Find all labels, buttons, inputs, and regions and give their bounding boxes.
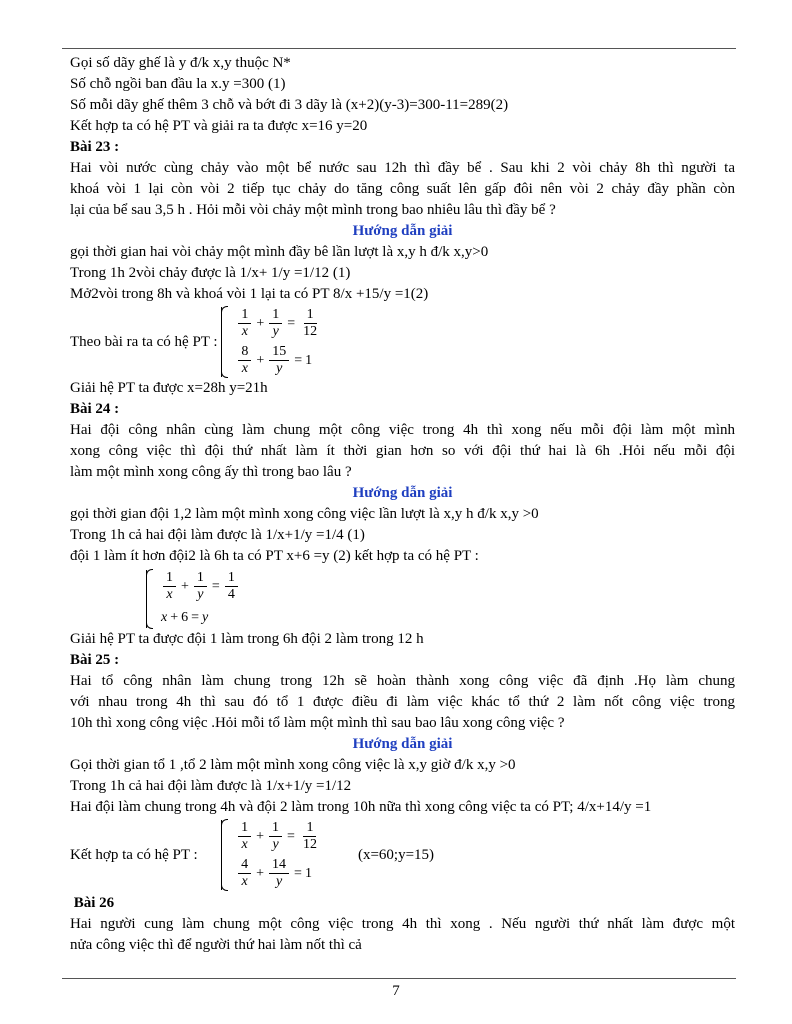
problem-title-25: Bài 25 : [70,652,120,668]
brace [146,570,157,628]
problem-title-23: Bài 23 : [70,139,120,155]
equation: x + 6 = y [161,610,209,625]
solution-line: Hai đội làm chung trong 4h và đội 2 làm trong 10h nữa thì xong công việc ta có PT; 4/x+14/y =1 [70,799,652,815]
problem-text: xong công việc thì đội thứ nhất làm ít thời gian hơn so với đội thứ hai là 6h .Hỏi nếu mỗi đội [70,443,735,459]
solution-heading: Hướng dẫn giải [352,736,453,752]
system-label: Theo bài ra ta có hệ PT : [70,333,222,350]
solution-line: gọi thời gian đội 1,2 làm một mình xong công việc lần lượt là x,y h đ/k x,y >0 [70,506,539,522]
problem-text: lại của bể sau 3,5 h . Hỏi mỗi vòi chảy một mình trong bao nhiêu lâu thì đầy bể ? [70,202,556,218]
system-brace-group [221,307,322,377]
equation-system-24 [146,570,735,628]
footer-rule [62,978,736,979]
system-answer: (x=60;y=15) [357,846,435,863]
equation-system-25 [70,820,735,890]
problem-text: nửa công việc thì để người thứ hai làm nốt thì cả [70,937,362,953]
solution-heading: Hướng dẫn giải [352,223,453,239]
equation-system-23 [70,307,735,377]
text-line: Gọi số dãy ghế là y đ/k x,y thuộc N* [70,55,291,71]
problem-text: Hai tổ công nhân làm chung trong 12h sẽ hoàn thành xong công việc đã định .Họ làm chung [70,673,735,689]
problem-text: Hai đội công nhân cùng làm chung một công việc trong 4h thì xong nếu mỗi đội làm một mình [70,422,735,438]
solution-line: đội 1 làm ít hơn đội2 là 6h ta có PT x+6 =y (2) kết hợp ta có hệ PT : [70,548,479,564]
problem-text: Hai người cung làm chung một công việc trong 4h thì xong . Nếu người thứ nhất làm được một [70,916,735,932]
page-content [70,53,735,956]
equation: $\frac{4}{x}$ + $\frac{14}{y}$ = 1 [236,857,322,890]
system-brace-group [221,820,322,890]
brace [221,820,232,890]
text-line: Số chỗ ngồi ban đầu la x.y =300 (1) [70,76,286,92]
equation: $\frac{1}{x}$ + $\frac{1}{y}$ = $\frac{1}{12}$ [236,820,322,853]
problem-text: với nhau trong 4h thì sau đó tổ 1 được điều đi làm việc khác tổ thứ 2 làm nốt công việc trong [70,694,735,710]
solution-line: gọi thời gian hai vòi chảy một mình đầy bê lần lượt là x,y h đ/k x,y>0 [70,244,489,260]
result-line: Giải hệ PT ta được x=28h y=21h [70,380,268,396]
solution-line: Trong 1h cả hai đội làm được là 1/x+1/y =1/4 (1) [70,527,365,543]
solution-heading: Hướng dẫn giải [352,485,453,501]
page-number: 7 [392,983,400,999]
problem-text: khoá vòi 1 lại còn vòi 2 tiếp tục chảy do tăng công suất lên gấp đôi nên vòi 2 chảy đầy phần còn [70,181,735,197]
problem-title-24: Bài 24 : [70,401,120,417]
equation: $\frac{1}{x}$ + $\frac{1}{y}$ = $\frac{1}{12}$ [236,307,322,340]
solution-line: Mở2vòi trong 8h và khoá vòi 1 lại ta có PT 8/x +15/y =1(2) [70,286,429,302]
problem-text: làm một mình xong công ấy thì trong bao lâu ? [70,464,352,480]
problem-title-26: Bài 26 [70,895,115,911]
solution-line: Gọi thời gian tổ 1 ,tổ 2 làm một mình xong công việc là x,y giờ đ/k x,y >0 [70,757,516,773]
text-line: Số mỗi dãy ghế thêm 3 chỗ và bớt đi 3 dãy là (x+2)(y-3)=300-11=289(2) [70,97,509,113]
brace [221,307,232,377]
solution-line: Trong 1h cả hai đội làm được là 1/x+1/y =1/12 [70,778,352,794]
problem-text: Hai vòi nước cùng chảy vào một bể nước sau 12h thì đầy bể . Sau khi 2 vòi chảy 8h thì người ta [70,160,735,176]
system-brace-group [146,570,240,628]
problem-text: 10h thì xong công việc .Hỏi mỗi tổ làm một mình thì sau bao lâu xong công việc ? [70,715,565,731]
system-label: Kết hợp ta có hệ PT : [70,846,206,863]
text-line: Kết hợp ta có hệ PT và giải ra ta được x=16 y=20 [70,118,368,134]
solution-line: Trong 1h 2vòi chảy được là 1/x+ 1/y =1/12 (1) [70,265,351,281]
header-rule [62,48,736,49]
result-line: Giải hệ PT ta được đội 1 làm trong 6h đội 2 làm trong 12 h [70,631,424,647]
equation: $\frac{8}{x}$ + $\frac{15}{y}$ = 1 [236,344,322,377]
equation: $\frac{1}{x}$ + $\frac{1}{y}$ = $\frac{1}{4}$ [161,570,240,603]
